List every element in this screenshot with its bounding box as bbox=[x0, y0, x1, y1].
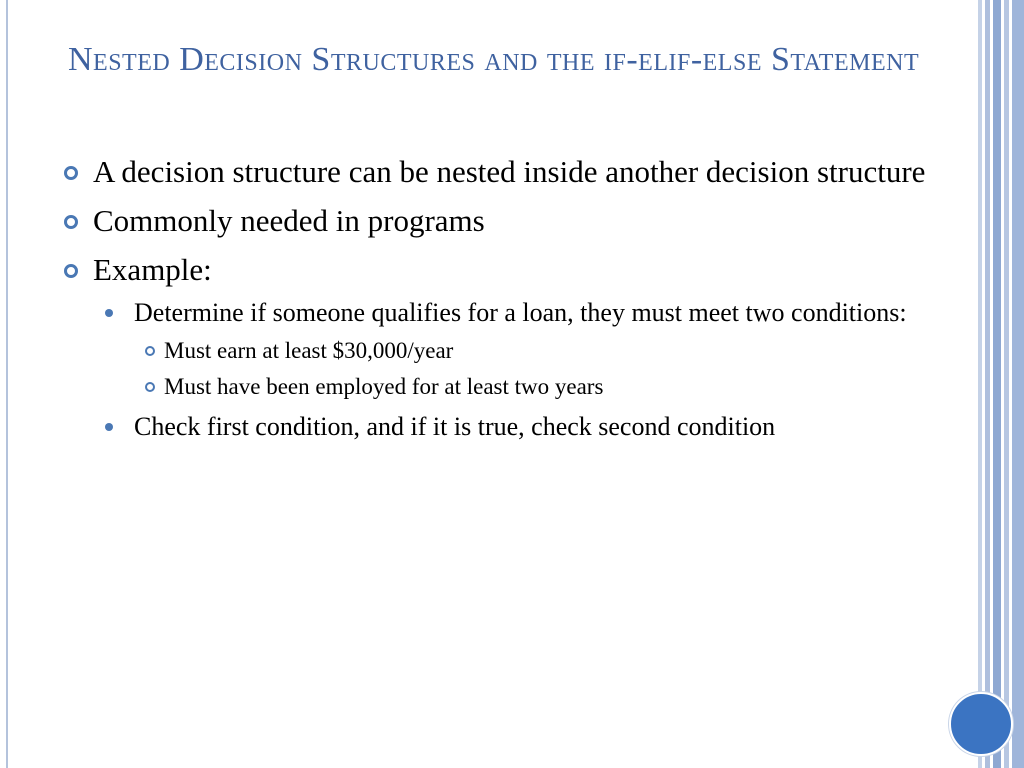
stripe bbox=[993, 0, 1001, 768]
bullet-text: Must have been employed for at least two years bbox=[164, 374, 604, 399]
bullet-text: Check first condition, and if it is true, check second condition bbox=[134, 412, 776, 441]
stripe bbox=[978, 0, 982, 768]
decorative-circle-icon bbox=[949, 692, 1013, 756]
left-border-line bbox=[6, 0, 8, 768]
bullet-level2 bbox=[62, 296, 942, 330]
bullet-text: Determine if someone qualifies for a loan, they must meet two conditions: bbox=[134, 298, 907, 327]
bullet-level1 bbox=[62, 152, 942, 192]
bullet-level3 bbox=[62, 372, 942, 402]
bullet-level1 bbox=[62, 250, 942, 290]
right-decorative-stripes bbox=[976, 0, 1024, 768]
stripe bbox=[1004, 0, 1009, 768]
bullet-text: Must earn at least $30,000/year bbox=[164, 338, 454, 363]
stripe bbox=[985, 0, 990, 768]
bullet-dot-icon bbox=[105, 309, 113, 317]
bullet-marker-icon bbox=[64, 215, 78, 229]
slide-content bbox=[62, 152, 942, 450]
bullet-marker-icon bbox=[64, 166, 78, 180]
stripe bbox=[1012, 0, 1024, 768]
bullet-dot-icon bbox=[105, 423, 113, 431]
bullet-text: Example: bbox=[93, 252, 212, 287]
bullet-marker-icon bbox=[145, 382, 155, 392]
slide-title: Nested Decision Structures and the if-elif-else Statement bbox=[68, 41, 920, 78]
bullet-text: A decision structure can be nested inside another decision structure bbox=[93, 154, 926, 189]
bullet-text: Commonly needed in programs bbox=[93, 203, 485, 238]
bullet-marker-icon bbox=[145, 346, 155, 356]
bullet-level3 bbox=[62, 336, 942, 366]
bullet-marker-icon bbox=[64, 264, 78, 278]
bullet-level2 bbox=[62, 410, 942, 444]
bullet-level1 bbox=[62, 201, 942, 241]
